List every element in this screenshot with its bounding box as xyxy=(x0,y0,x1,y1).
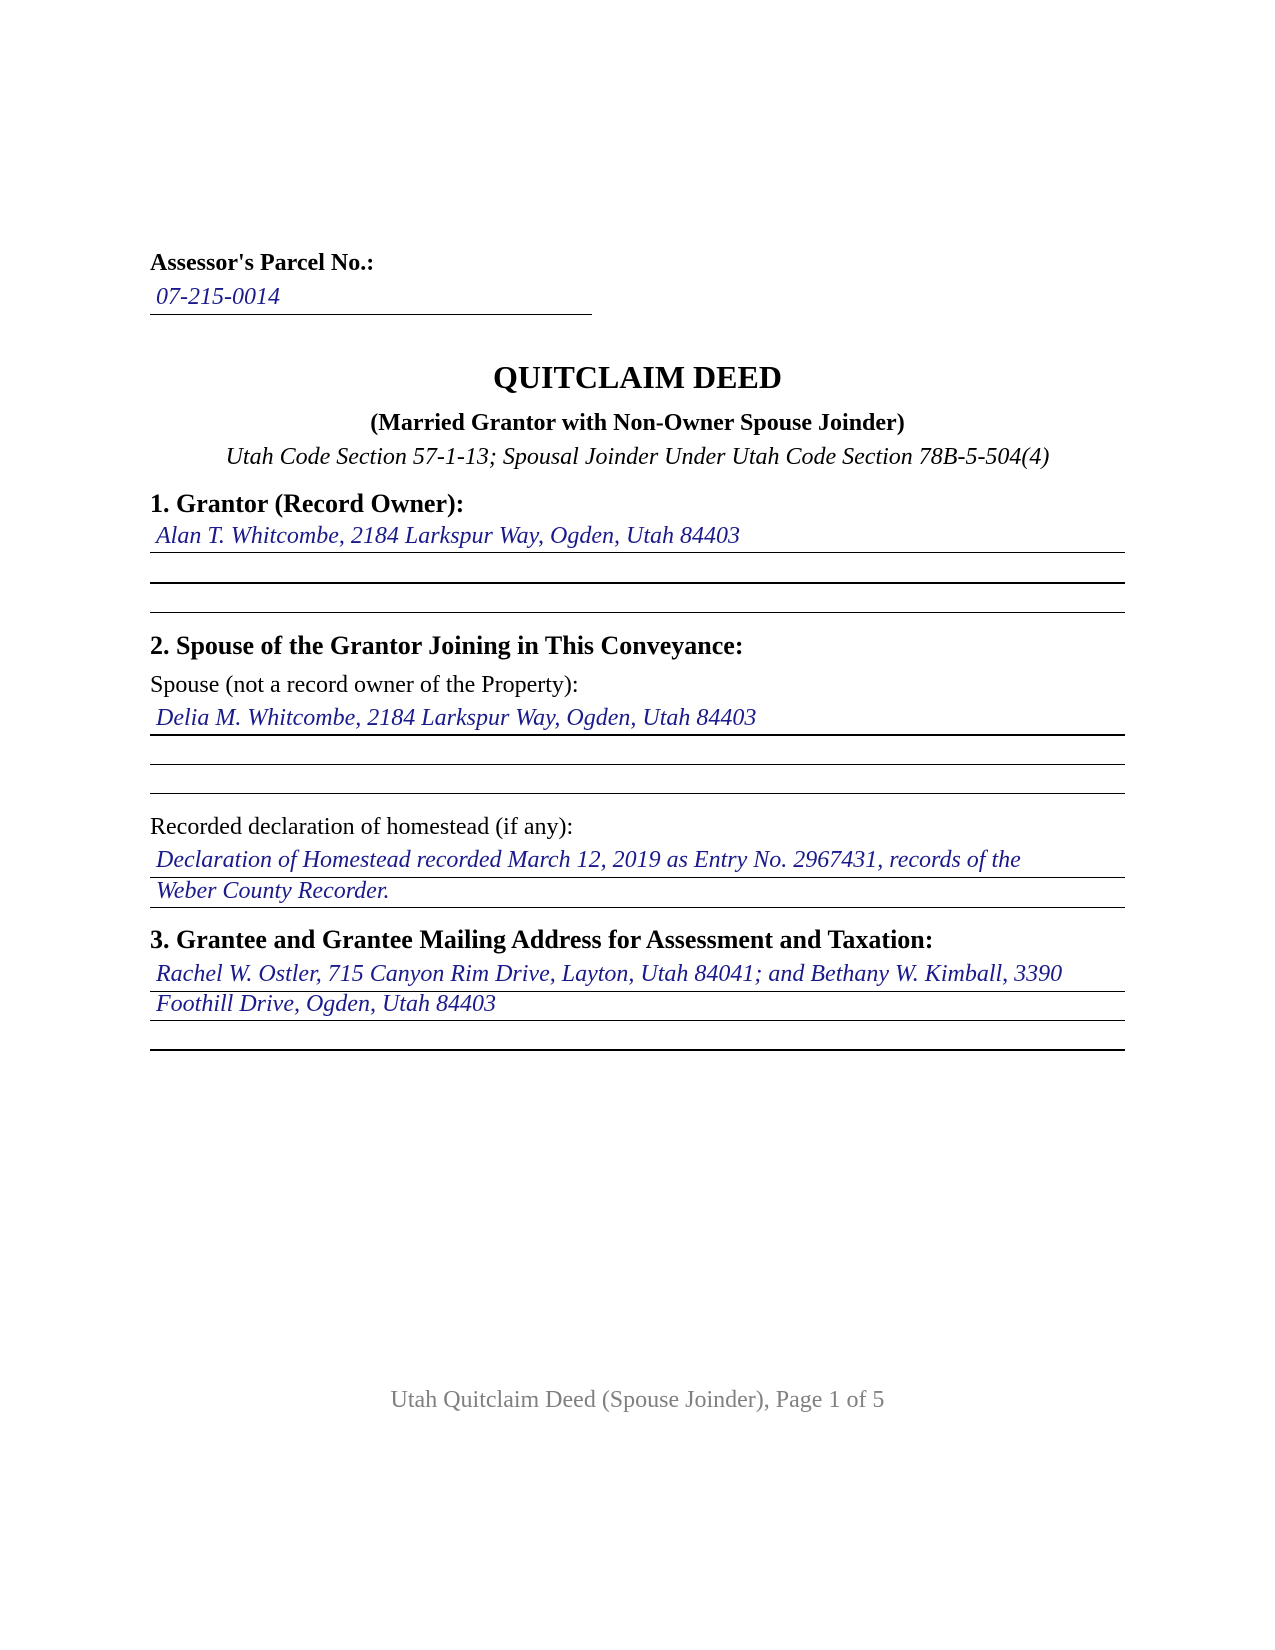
statute-citation: Utah Code Section 57-1-13; Spousal Joinder Under Utah Code Section 78B-5-504(4) xyxy=(225,444,1050,470)
page-footer: Utah Quitclaim Deed (Spouse Joinder), Page 1 of 5 xyxy=(390,1387,885,1413)
homestead-field-line-2[interactable]: Weber County Recorder. xyxy=(156,878,390,904)
spouse-label: Spouse (not a record owner of the Property): xyxy=(150,672,579,698)
grantee-line-2 xyxy=(150,1020,1125,1021)
grantee-line-3 xyxy=(150,1049,1125,1051)
grantee-field-line-1[interactable]: Rachel W. Ostler, 715 Canyon Rim Drive, Layton, Utah 84041; and Bethany W. Kimball, 3390 xyxy=(156,961,1063,987)
parcel-number-value[interactable]: 07-215-0014 xyxy=(156,284,280,310)
document-subtitle: (Married Grantor with Non-Owner Spouse Joinder) xyxy=(370,410,905,436)
grantor-heading: 1. Grantor (Record Owner): xyxy=(150,489,465,518)
homestead-label: Recorded declaration of homestead (if any): xyxy=(150,814,574,840)
grantor-line-3 xyxy=(150,612,1125,613)
grantor-field[interactable]: Alan T. Whitcombe, 2184 Larkspur Way, Ogden, Utah 84403 xyxy=(156,523,740,549)
homestead-line-2 xyxy=(150,907,1125,908)
grantor-line-2 xyxy=(150,582,1125,584)
spouse-field[interactable]: Delia M. Whitcombe, 2184 Larkspur Way, Ogden, Utah 84403 xyxy=(156,705,757,731)
spouse-line-3 xyxy=(150,793,1125,794)
grantee-heading: 3. Grantee and Grantee Mailing Address for Assessment and Taxation: xyxy=(150,925,934,954)
grantor-line-1 xyxy=(150,552,1125,553)
document-title: QUITCLAIM DEED xyxy=(493,359,782,395)
homestead-field-line-1[interactable]: Declaration of Homestead recorded March 12, 2019 as Entry No. 2967431, records of the xyxy=(156,847,1021,873)
parcel-number-label: Assessor's Parcel No.: xyxy=(150,250,375,276)
spouse-heading: 2. Spouse of the Grantor Joining in This Conveyance: xyxy=(150,631,744,660)
parcel-number-underline xyxy=(150,314,592,315)
spouse-line-2 xyxy=(150,764,1125,765)
spouse-line-1 xyxy=(150,734,1125,736)
grantee-field-line-2[interactable]: Foothill Drive, Ogden, Utah 84403 xyxy=(156,991,496,1017)
